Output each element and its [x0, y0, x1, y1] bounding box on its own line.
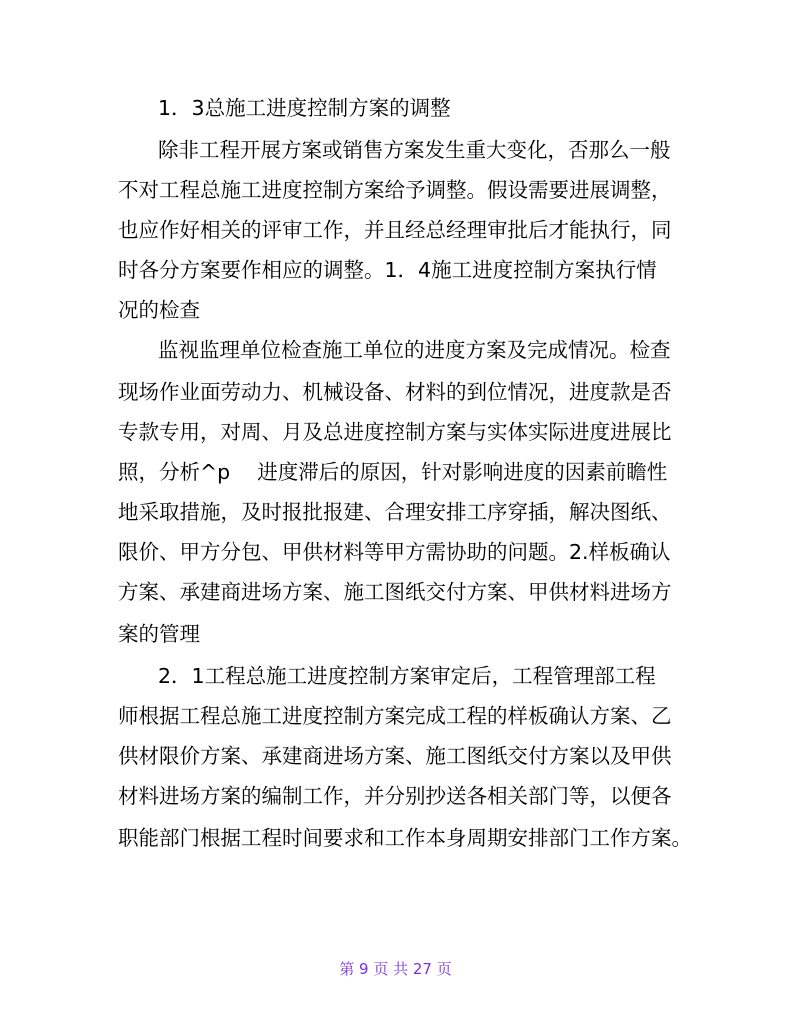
paragraph-line: 况的检查 [118, 298, 200, 322]
paragraph-line: 也应作好相关的评审工作，并且经总经理审批后才能执行，同 [118, 218, 672, 242]
paragraph-line: 限价、甲方分包、甲供材料等甲方需协助的问题。2.样板确认 [118, 540, 671, 564]
paragraph-line: 方案、承建商进场方案、施工图纸交付方案、甲供材料进场方 [118, 580, 672, 604]
section-heading-1-3: 1．3总施工进度控制方案的调整 [158, 96, 451, 120]
paragraph-line: 时各分方案要作相应的调整。1．4施工进度控制方案执行情 [118, 258, 657, 282]
paragraph-line: 专款专用，对周、月及总进度控制方案与实体实际进度进展比 [118, 420, 672, 444]
paragraph-line: 不对工程总施工进度控制方案给予调整。假设需要进展调整， [118, 178, 672, 202]
paragraph-line: 材料进场方案的编制工作，并分别抄送各相关部门等，以便各 [118, 784, 672, 808]
page-number-footer: 第 9 页 共 27 页 [339, 960, 452, 978]
paragraph-line: 2．1工程总施工进度控制方案审定后，工程管理部工程 [158, 664, 656, 688]
paragraph-line: 职能部门根据工程时间要求和工作本身周期安排部门工作方案。 [118, 826, 692, 850]
paragraph-line: 师根据工程总施工进度控制方案完成工程的样板确认方案、乙 [118, 704, 672, 728]
paragraph-line: 现场作业面劳动力、机械设备、材料的到位情况，进度款是否 [118, 380, 672, 404]
paragraph-line: 供材限价方案、承建商进场方案、施工图纸交付方案以及甲供 [118, 744, 672, 768]
paragraph-line: 监视监理单位检查施工单位的进度方案及完成情况。检查 [158, 338, 671, 362]
paragraph-line: 案的管理 [118, 622, 200, 646]
paragraph-line: 照，分析^p 进度滞后的原因，针对影响进度的因素前瞻性 [118, 460, 668, 484]
paragraph-line: 除非工程开展方案或销售方案发生重大变化，否那么一般 [158, 138, 671, 162]
paragraph-line: 地采取措施，及时报批报建、合理安排工序穿插，解决图纸、 [118, 500, 672, 524]
